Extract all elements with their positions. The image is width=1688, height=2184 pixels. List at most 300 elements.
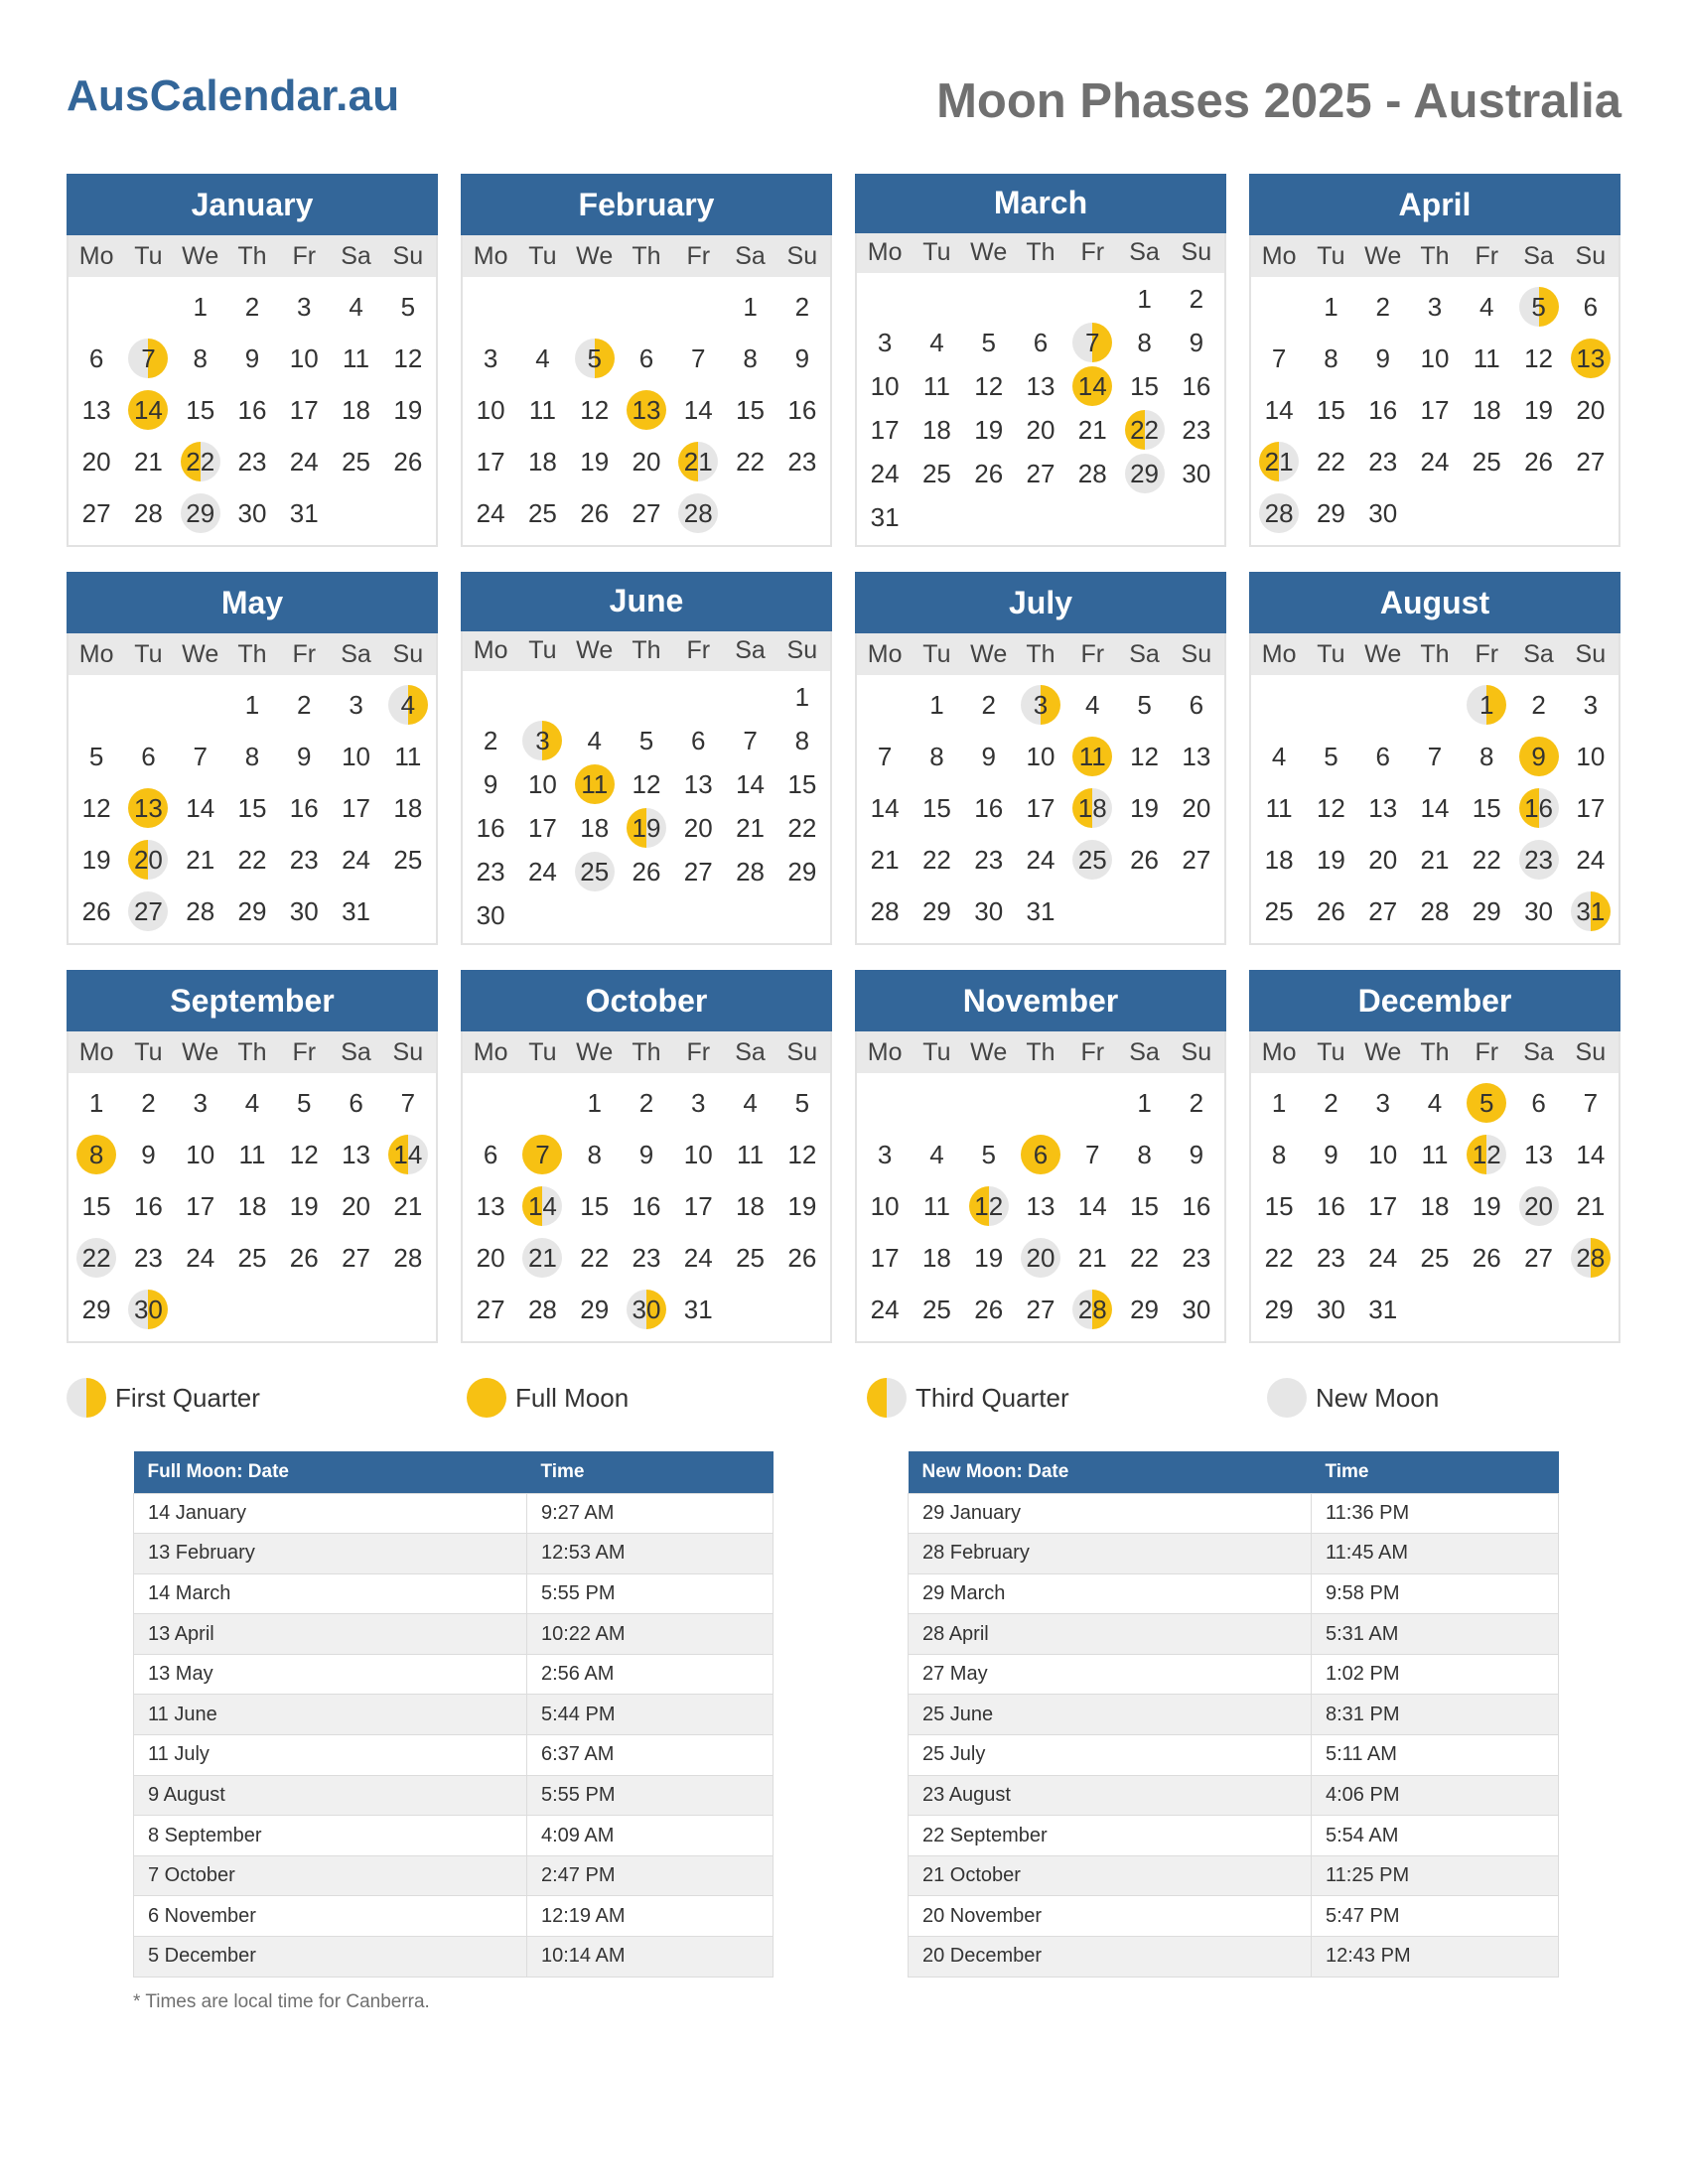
empty-day: [1171, 889, 1222, 933]
day-number: 12: [974, 1190, 1004, 1221]
weekday-label: Mo: [1261, 639, 1297, 668]
week-row: [859, 321, 1222, 364]
table-row: [134, 1775, 774, 1816]
day-number: 7: [743, 725, 758, 755]
day-number: 9: [297, 741, 312, 771]
date-cell: 13 May: [134, 1654, 527, 1695]
weekday-label: Th: [1420, 1037, 1450, 1066]
day-cell: [859, 735, 911, 778]
day-cell: [776, 762, 828, 806]
date-cell: 25 June: [909, 1695, 1312, 1735]
weekday-label: We: [1364, 241, 1402, 270]
time-cell: 11:25 PM: [1312, 1855, 1559, 1896]
week-row: [1253, 735, 1617, 778]
day-number: 28: [1264, 497, 1294, 528]
day-cell: [122, 786, 174, 830]
weekday-label: Su: [1181, 238, 1212, 267]
legend: [67, 1378, 1622, 1422]
day-cell: [963, 889, 1015, 933]
day-cell: [1015, 452, 1066, 495]
weekday-header: [69, 1031, 436, 1073]
day-number: 2: [1189, 283, 1204, 314]
third-quarter-icon: [867, 1378, 907, 1418]
week-row: [1253, 1184, 1617, 1228]
day-number: 16: [974, 792, 1004, 823]
day-cell: [963, 1236, 1015, 1280]
day-cell: [175, 838, 226, 882]
month-august: [1249, 572, 1620, 945]
day-number: 14: [736, 768, 765, 799]
day-number: 2: [638, 1087, 654, 1118]
day-number: 1: [88, 1087, 104, 1118]
weekday-label: Fr: [1080, 1037, 1105, 1066]
day-number: 5: [1324, 741, 1338, 771]
day-cell: [569, 1133, 621, 1176]
time-cell: 11:45 AM: [1312, 1534, 1559, 1574]
day-number: 7: [1583, 1087, 1599, 1118]
day-number: 29: [81, 1294, 111, 1324]
day-number: 20: [1576, 394, 1606, 425]
table-row: [909, 1695, 1559, 1735]
day-cell: [465, 440, 516, 483]
empty-day: [1565, 491, 1617, 535]
day-number: 15: [237, 792, 267, 823]
day-cell: [1461, 337, 1512, 380]
page-title: Moon Phases 2025 - Australia: [936, 74, 1621, 128]
table-row: [134, 1896, 774, 1937]
time-cell: 5:54 AM: [1312, 1816, 1559, 1856]
date-cell: 9 August: [134, 1775, 527, 1816]
date-cell: 11 July: [134, 1735, 527, 1776]
day-number: 26: [1130, 844, 1159, 875]
day-number: 13: [476, 1190, 505, 1221]
week-row: [1253, 683, 1617, 727]
week-row: [1253, 337, 1617, 380]
day-cell: [859, 495, 911, 539]
day-cell: [1066, 683, 1118, 727]
day-number: 2: [1375, 291, 1390, 322]
empty-day: [1171, 495, 1222, 539]
weekday-label: Fr: [1080, 238, 1105, 267]
day-number: 12: [974, 370, 1004, 401]
day-number: 9: [981, 741, 996, 771]
month-may: [67, 572, 438, 945]
day-number: 6: [141, 741, 156, 771]
day-cell: [724, 1133, 775, 1176]
day-cell: [1171, 364, 1222, 408]
day-number: 22: [81, 1242, 111, 1273]
date-cell: 22 September: [909, 1816, 1312, 1856]
week-row: [465, 893, 828, 937]
table-row: [134, 1654, 774, 1695]
day-number: 3: [1033, 689, 1049, 720]
day-cell: [1461, 440, 1512, 483]
day-cell: [911, 735, 962, 778]
day-cell: [1015, 408, 1066, 452]
week-row: [859, 1184, 1222, 1228]
day-number: 28: [133, 497, 163, 528]
day-cell: [911, 1236, 962, 1280]
day-number: 3: [483, 342, 498, 373]
day-grid: [69, 675, 436, 943]
table-row: [909, 1816, 1559, 1856]
day-cell: [1305, 889, 1356, 933]
weekday-label: Th: [632, 1037, 661, 1066]
day-number: 5: [400, 291, 416, 322]
day-number: 14: [527, 1190, 557, 1221]
day-number: 13: [1368, 792, 1398, 823]
weekday-label: Sa: [1129, 639, 1160, 668]
empty-day: [330, 1288, 381, 1331]
week-row: [859, 683, 1222, 727]
day-cell: [1461, 786, 1512, 830]
day-cell: [175, 735, 226, 778]
day-cell: [1305, 838, 1356, 882]
day-cell: [1461, 889, 1512, 933]
weekday-label: Mo: [867, 238, 903, 267]
day-number: 25: [1264, 895, 1294, 926]
day-cell: [569, 1184, 621, 1228]
day-cell: [1253, 388, 1305, 432]
month-title: November: [855, 970, 1226, 1031]
day-cell: [911, 321, 962, 364]
day-number: 16: [133, 1190, 163, 1221]
empty-day: [1357, 683, 1409, 727]
day-number: 18: [580, 812, 610, 843]
day-cell: [1357, 1288, 1409, 1331]
day-number: 25: [736, 1242, 765, 1273]
day-number: 13: [342, 1139, 370, 1169]
day-number: 14: [683, 394, 713, 425]
day-cell: [70, 388, 122, 432]
day-cell: [569, 1081, 621, 1125]
week-row: [859, 364, 1222, 408]
day-number: 27: [683, 856, 713, 887]
empty-day: [1565, 1288, 1617, 1331]
empty-day: [621, 893, 672, 937]
weekday-label: Sa: [1523, 1037, 1554, 1066]
day-cell: [911, 408, 962, 452]
day-cell: [672, 719, 724, 762]
week-row: [465, 1236, 828, 1280]
date-cell: 28 April: [909, 1614, 1312, 1655]
day-number: 16: [289, 792, 319, 823]
day-number: 29: [1264, 1294, 1294, 1324]
day-number: 11: [922, 1190, 950, 1221]
day-cell: [1015, 321, 1066, 364]
day-number: 26: [974, 1294, 1004, 1324]
day-number: 7: [877, 741, 893, 771]
day-cell: [465, 1133, 516, 1176]
weekday-label: Su: [392, 639, 424, 668]
day-number: 19: [1316, 844, 1345, 875]
day-number: 15: [1472, 792, 1501, 823]
day-cell: [175, 1236, 226, 1280]
empty-day: [859, 1081, 911, 1125]
day-number: 18: [342, 394, 370, 425]
day-grid: [1251, 277, 1618, 545]
weekday-label: Tu: [1317, 639, 1345, 668]
day-number: 18: [921, 414, 951, 445]
table-row: [909, 1573, 1559, 1614]
day-cell: [1171, 1288, 1222, 1331]
empty-day: [1461, 1288, 1512, 1331]
day-number: 23: [1182, 1242, 1211, 1273]
day-number: 23: [289, 844, 319, 875]
day-cell: [1066, 838, 1118, 882]
day-cell: [1171, 1236, 1222, 1280]
weekday-label: Su: [392, 241, 424, 270]
day-number: 5: [1479, 1087, 1494, 1118]
weekday-label: We: [1364, 639, 1402, 668]
day-cell: [278, 786, 330, 830]
day-cell: [911, 1133, 962, 1176]
empty-day: [1066, 495, 1118, 539]
day-cell: [1015, 1133, 1066, 1176]
day-cell: [1565, 285, 1617, 329]
day-cell: [1066, 408, 1118, 452]
day-number: 27: [1576, 446, 1606, 477]
day-cell: [1512, 1081, 1564, 1125]
empty-day: [516, 675, 568, 719]
day-number: 1: [1271, 1087, 1287, 1118]
day-number: 19: [1130, 792, 1159, 823]
day-cell: [1512, 838, 1564, 882]
day-number: 17: [683, 1190, 713, 1221]
day-number: 18: [1472, 394, 1501, 425]
day-cell: [278, 1184, 330, 1228]
day-cell: [516, 719, 568, 762]
legend-new-moon: [1267, 1378, 1439, 1418]
time-cell: 12:53 AM: [527, 1534, 774, 1574]
day-number: 1: [1324, 291, 1338, 322]
day-cell: [122, 337, 174, 380]
day-number: 6: [1583, 291, 1599, 322]
day-number: 11: [1078, 741, 1106, 771]
day-number: 13: [81, 394, 111, 425]
day-number: 9: [1531, 741, 1546, 771]
weekday-label: Fr: [686, 636, 711, 665]
time-cell: 8:31 PM: [1312, 1695, 1559, 1735]
day-number: 12: [580, 394, 610, 425]
empty-day: [465, 1081, 516, 1125]
day-cell: [1305, 337, 1356, 380]
day-cell: [278, 337, 330, 380]
week-row: [465, 719, 828, 762]
day-cell: [278, 491, 330, 535]
day-number: 15: [1264, 1190, 1294, 1221]
weekday-label: Fr: [1475, 639, 1499, 668]
week-row: [465, 1081, 828, 1125]
day-cell: [226, 388, 278, 432]
weekday-label: Tu: [528, 1037, 557, 1066]
brand-logo[interactable]: AusCalendar.au: [67, 71, 400, 120]
day-cell: [516, 1236, 568, 1280]
day-number: 30: [133, 1294, 163, 1324]
day-cell: [1015, 1184, 1066, 1228]
weekday-label: Su: [1575, 1037, 1607, 1066]
weekday-header: [1251, 235, 1618, 277]
day-cell: [724, 762, 775, 806]
weekday-label: Mo: [1261, 1037, 1297, 1066]
day-cell: [70, 786, 122, 830]
day-cell: [70, 1081, 122, 1125]
day-number: 9: [1324, 1139, 1338, 1169]
day-cell: [175, 1133, 226, 1176]
weekday-header: [463, 235, 830, 277]
day-number: 1: [193, 291, 208, 322]
month-march: [855, 174, 1226, 547]
weekday-label: We: [970, 1037, 1008, 1066]
table-row: [134, 1573, 774, 1614]
day-cell: [330, 889, 381, 933]
day-cell: [1512, 1133, 1564, 1176]
month-february: [461, 174, 832, 547]
weekday-label: Tu: [922, 238, 951, 267]
day-number: 21: [133, 446, 163, 477]
day-number: 8: [1137, 327, 1152, 357]
day-number: 26: [787, 1242, 817, 1273]
date-cell: 29 January: [909, 1493, 1312, 1534]
day-cell: [1118, 1081, 1170, 1125]
day-number: 14: [393, 1139, 423, 1169]
date-cell: 23 August: [909, 1775, 1312, 1816]
day-number: 23: [237, 446, 267, 477]
table-row: [134, 1855, 774, 1896]
empty-day: [516, 893, 568, 937]
day-number: 1: [587, 1087, 602, 1118]
day-number: 9: [794, 342, 810, 373]
day-number: 14: [1077, 370, 1107, 401]
day-number: 16: [1368, 394, 1398, 425]
day-grid: [857, 675, 1224, 943]
week-row: [70, 1288, 434, 1331]
month-title: March: [855, 174, 1226, 233]
day-number: 16: [476, 812, 505, 843]
day-cell: [621, 1133, 672, 1176]
day-number: 10: [476, 394, 505, 425]
day-cell: [963, 1133, 1015, 1176]
day-cell: [672, 850, 724, 893]
day-number: 12: [787, 1139, 817, 1169]
legend-first-quarter: [67, 1378, 260, 1418]
day-cell: [1409, 786, 1461, 830]
day-number: 12: [1472, 1139, 1501, 1169]
day-cell: [1171, 786, 1222, 830]
empty-day: [724, 1288, 775, 1331]
day-grid: [69, 1073, 436, 1341]
day-cell: [1066, 1184, 1118, 1228]
day-cell: [672, 762, 724, 806]
day-number: 3: [297, 291, 312, 322]
day-cell: [330, 1236, 381, 1280]
day-cell: [859, 1288, 911, 1331]
day-cell: [175, 1184, 226, 1228]
day-number: 20: [632, 446, 661, 477]
day-number: 10: [1026, 741, 1055, 771]
day-number: 31: [870, 501, 900, 532]
day-cell: [569, 719, 621, 762]
day-cell: [859, 1236, 911, 1280]
day-cell: [226, 786, 278, 830]
day-cell: [1461, 735, 1512, 778]
day-number: 19: [289, 1190, 319, 1221]
time-cell: 10:22 AM: [527, 1614, 774, 1655]
week-row: [70, 838, 434, 882]
day-number: 8: [743, 342, 758, 373]
day-cell: [122, 1133, 174, 1176]
empty-day: [122, 285, 174, 329]
day-cell: [1305, 388, 1356, 432]
day-cell: [963, 786, 1015, 830]
day-number: 21: [527, 1242, 557, 1273]
day-number: 16: [1316, 1190, 1345, 1221]
day-number: 10: [1368, 1139, 1398, 1169]
day-cell: [963, 408, 1015, 452]
day-number: 28: [393, 1242, 423, 1273]
day-number: 24: [1576, 844, 1606, 875]
month-title: August: [1249, 572, 1620, 633]
day-number: 25: [1077, 844, 1107, 875]
day-number: 20: [1026, 414, 1055, 445]
day-cell: [569, 337, 621, 380]
day-number: 2: [981, 689, 996, 720]
day-number: 27: [1026, 1294, 1055, 1324]
week-row: [70, 889, 434, 933]
day-number: 13: [1182, 741, 1211, 771]
day-cell: [621, 1288, 672, 1331]
day-cell: [724, 806, 775, 850]
day-number: 23: [1524, 844, 1553, 875]
day-number: 26: [580, 497, 610, 528]
day-cell: [1461, 838, 1512, 882]
week-row: [70, 786, 434, 830]
weekday-label: Sa: [341, 1037, 371, 1066]
empty-day: [569, 893, 621, 937]
weekday-label: We: [182, 1037, 219, 1066]
weekday-label: Sa: [735, 1037, 766, 1066]
day-number: 19: [974, 414, 1004, 445]
day-number: 1: [929, 689, 944, 720]
day-number: 4: [1427, 1087, 1443, 1118]
day-number: 29: [1130, 458, 1159, 488]
day-number: 17: [870, 1242, 900, 1273]
weekday-label: Tu: [922, 1037, 951, 1066]
day-number: 2: [1189, 1087, 1204, 1118]
weekday-label: Mo: [473, 241, 508, 270]
day-number: 29: [1316, 497, 1345, 528]
day-number: 9: [1189, 327, 1204, 357]
week-row: [859, 277, 1222, 321]
day-number: 6: [638, 342, 654, 373]
day-number: 21: [1077, 1242, 1107, 1273]
day-number: 24: [527, 856, 557, 887]
day-cell: [621, 388, 672, 432]
day-number: 23: [632, 1242, 661, 1273]
week-row: [70, 440, 434, 483]
legend-label: New Moon: [1316, 1382, 1440, 1413]
day-number: 5: [1137, 689, 1152, 720]
weekday-label: Mo: [867, 639, 903, 668]
day-number: 23: [476, 856, 505, 887]
day-number: 19: [632, 812, 661, 843]
day-cell: [1118, 408, 1170, 452]
day-number: 28: [186, 895, 215, 926]
day-cell: [465, 806, 516, 850]
empty-day: [122, 683, 174, 727]
day-cell: [382, 1133, 434, 1176]
month-december: [1249, 970, 1620, 1343]
